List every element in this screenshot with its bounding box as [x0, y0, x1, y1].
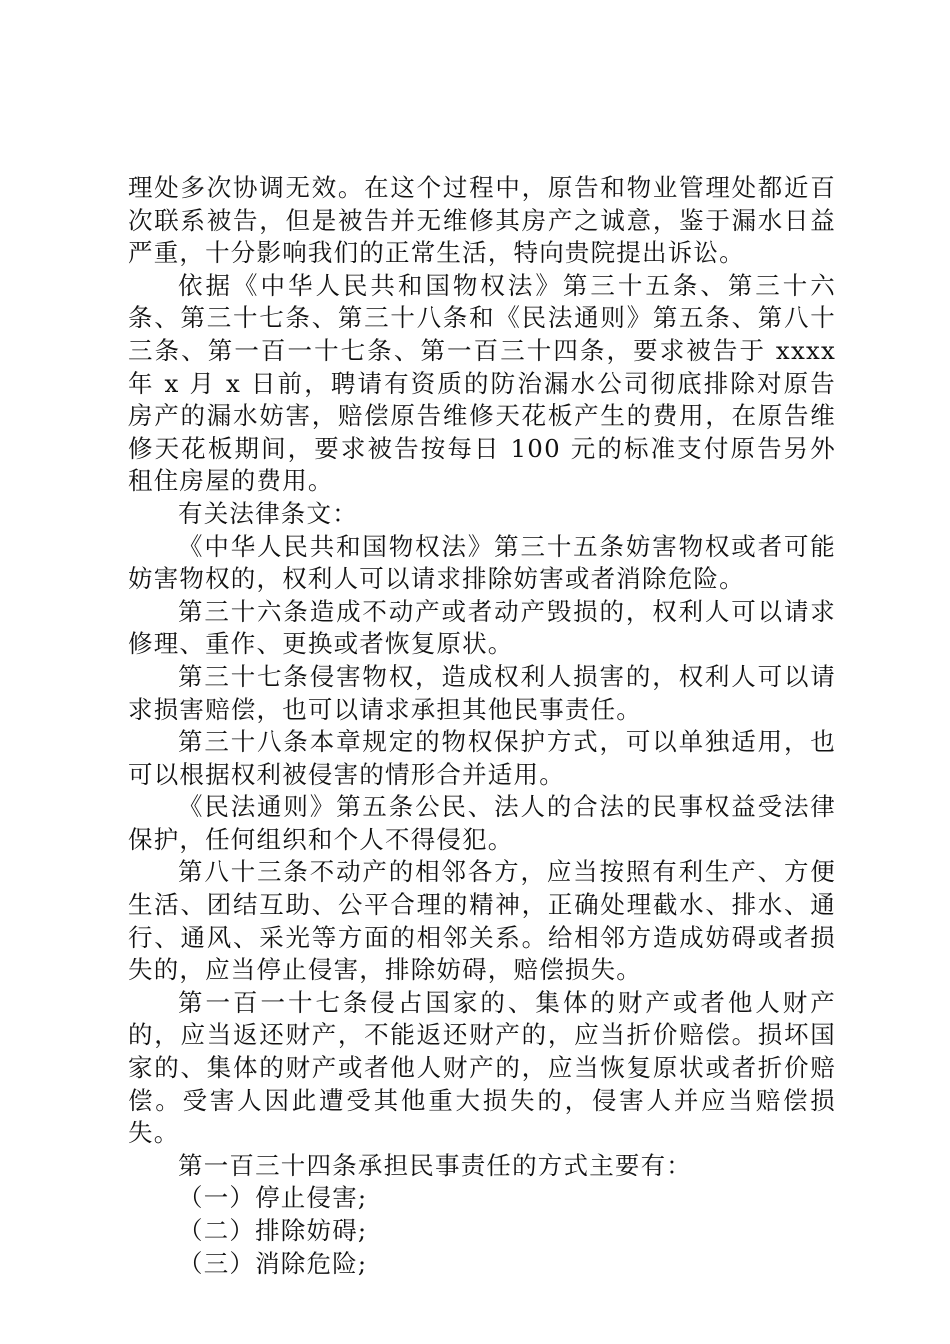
paragraph-article-37: 第三十七条侵害物权，造成权利人损害的，权利人可以请求损害赔偿，也可以请求承担其他民事责任。: [128, 661, 836, 724]
list-item-eliminate-danger: （三）消除危险;: [178, 1248, 368, 1278]
paragraph-complaint-background: 理处多次协调无效。在这个过程中，原告和物业管理处都近百次联系被告，但是被告并无维修其房产之诚意，鉴于漏水日益严重，十分影响我们的正常生活，特向贵院提出诉讼。: [128, 173, 836, 268]
paragraph-civil-article-83: 第八十三条不动产的相邻各方，应当按照有利生产、方便生活、团结互助、公平合理的精神，正确处理截水、排水、通行、通风、采光等方面的相邻关系。给相邻方造成妨碍或者损失的，应当停止侵害，排除妨碍，赔偿损失。: [128, 857, 836, 985]
list-item-remove-obstruction: （二）排除妨碍;: [178, 1216, 368, 1245]
paragraph-laws-heading: 有关法律条文：: [178, 498, 358, 528]
list-item-stop-infringement: （一）停止侵害;: [178, 1183, 368, 1213]
document-body: [128, 172, 836, 1280]
paragraph-civil-article-117: 第一百一十七条侵占国家的、集体的财产或者他人财产的，应当返还财产，不能返还财产的，应当折价赔偿。损坏国家的、集体的财产或者他人财产的，应当恢复原状或者折价赔偿。受害人因此遭受其他重大损失的，侵害人并应当赔偿损失。: [128, 987, 836, 1148]
paragraph-article-35: 《中华人民共和国物权法》第三十五条妨害物权或者可能妨害物权的，权利人可以请求排除妨害或者消除危险。: [128, 531, 836, 594]
paragraph-civil-article-5: 《民法通则》第五条公民、法人的合法的民事权益受法律保护，任何组织和个人不得侵犯。: [128, 792, 836, 854]
paragraph-article-36: 第三十六条造成不动产或者动产毁损的，权利人可以请求修理、重作、更换或者恢复原状。: [128, 596, 836, 659]
paragraph-article-38: 第三十八条本章规定的物权保护方式，可以单独适用，也可以根据权利被侵害的情形合并适用。: [128, 727, 836, 789]
paragraph-civil-article-134: 第一百三十四条承担民事责任的方式主要有：: [178, 1150, 692, 1180]
paragraph-legal-request: 依据《中华人民共和国物权法》第三十五条、第三十六条、第三十七条、第三十八条和《民法通则》第五条、第八十三条、第一百一十七条、第一百三十四条，要求被告于 xxxx 年 x 月 x 日前，聘请有资质的防治漏水公司彻底排除对原告房产的漏水妨害，赔偿原告维修天花板产生的费用，在原告维修天花板期间，要求被告按每日 100 元的标准支付原告另外租住房屋的费用。: [128, 270, 836, 496]
